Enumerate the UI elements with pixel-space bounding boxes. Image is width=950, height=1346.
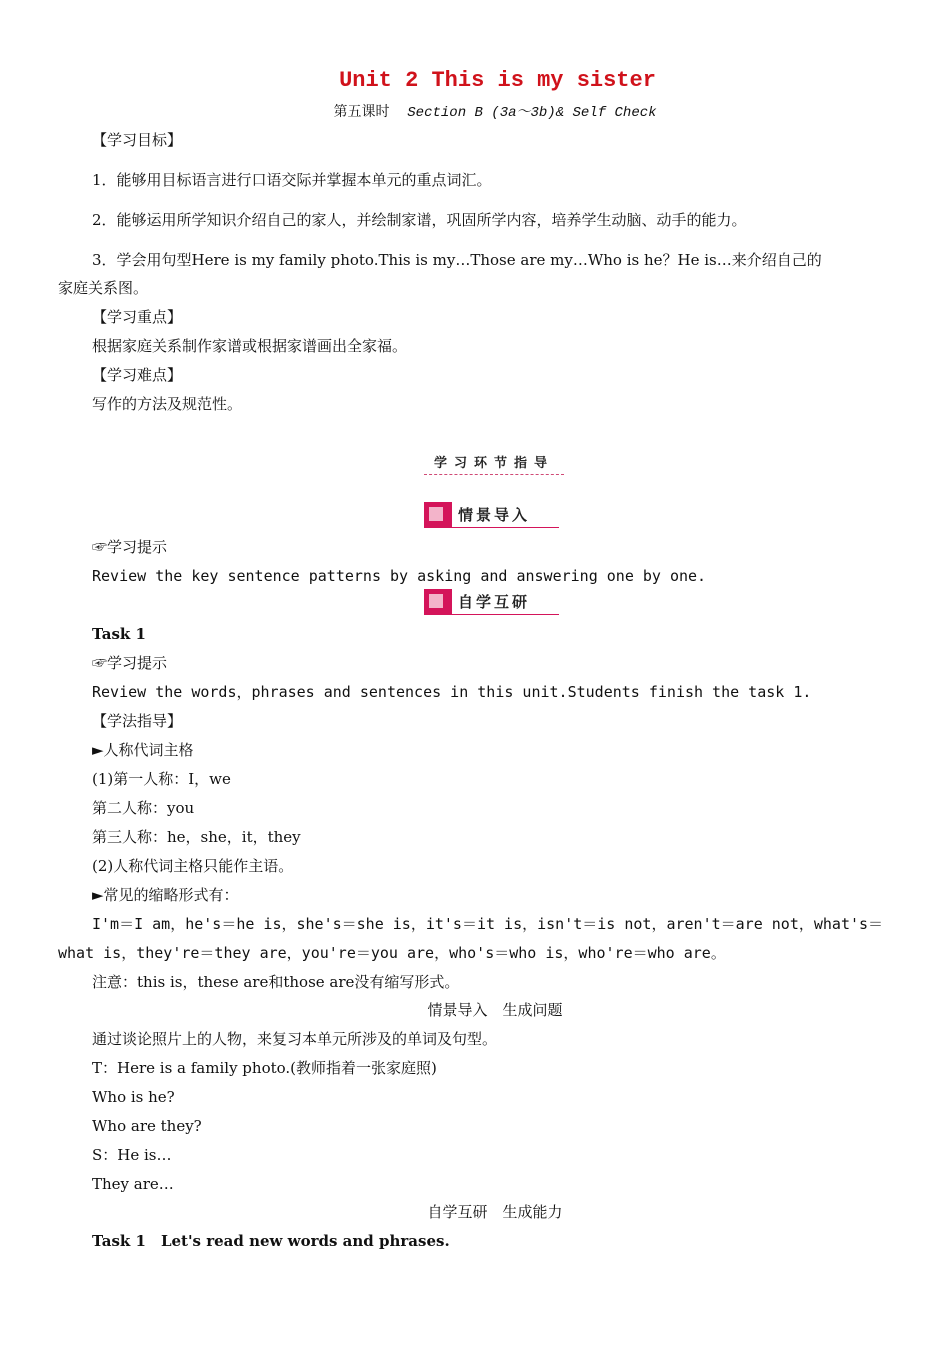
they-line: They are… <box>92 1175 174 1193</box>
objectives-heading: 【学习目标】 <box>92 131 183 149</box>
question-1: Who is he? <box>92 1088 175 1106</box>
difficulties-heading: 【学习难点】 <box>92 366 183 384</box>
difficulties-text: 写作的方法及规范性。 <box>92 395 243 413</box>
objective-item-3-cont: 家庭关系图。 <box>58 279 149 297</box>
tip-heading: ☞学习提示 <box>92 538 168 556</box>
lead-in-intro: 通过谈论照片上的人物，来复习本单元所涉及的单词及句型。 <box>92 1030 498 1048</box>
tip-text: Review the key sentence patterns by asking and answering one by one. <box>92 567 707 585</box>
key-points-text: 根据家庭关系制作家谱或根据家谱画出全家福。 <box>92 337 408 355</box>
key-points-heading: 【学习重点】 <box>92 308 183 326</box>
second-person: 第二人称：you <box>92 799 195 817</box>
section-header-label: 情景导入 <box>458 506 531 524</box>
question-2: Who are they? <box>92 1117 202 1135</box>
self-study-heading: 自学互研 生成能力 <box>427 1203 563 1221</box>
contraction-line-1: I'm＝I am，he's＝he is，she's＝she is，it's＝it is，isn't＝is not，aren't＝are not，what's＝ <box>92 915 884 933</box>
study-guide-banner <box>424 450 564 476</box>
contraction-note: 注意：this is，these are和those are没有缩写形式。 <box>92 973 460 991</box>
tip-heading-2: ☞学习提示 <box>92 654 168 672</box>
page-subtitle <box>0 101 950 121</box>
pronoun-heading: ►人称代词主格 <box>92 741 194 759</box>
section-label: Section B (3a～3b)& Self Check <box>407 105 657 121</box>
objective-item-2: 2．能够运用所学知识介绍自己的家人，并绘制家谱，巩固所学内容，培养学生动脑、动手的能力。 <box>92 211 747 229</box>
tip-text-2: Review the words，phrases and sentences in this unit.Students finish the task 1. <box>92 683 812 701</box>
banner-label: 学习环节指导 <box>433 456 554 471</box>
objective-item-1: 1．能够用目标语言进行口语交际并掌握本单元的重点词汇。 <box>92 171 492 189</box>
lesson-label: 第五课时 <box>333 104 390 120</box>
task-1-line: Task 1 Let's read new words and phrases. <box>92 1232 450 1250</box>
section-header-lead-in <box>424 502 559 528</box>
page-title: Unit 2 This is my sister <box>339 68 656 93</box>
section-marker-icon <box>424 589 452 615</box>
objective-item-3: 3．学会用句型Here is my family photo.This is my…Those are my…Who is he？He is…来介绍自己的 <box>92 251 822 269</box>
lead-in-heading: 情景导入 生成问题 <box>427 1001 563 1019</box>
task-label: Task 1 <box>92 625 146 643</box>
first-person: (1)第一人称：I，we <box>92 770 231 788</box>
contraction-line-2: what is，they're＝they are，you're＝you are，who's＝who is，who're＝who are。 <box>58 944 726 962</box>
section-header-self-study <box>424 589 559 615</box>
student-line: S：He is… <box>92 1146 172 1164</box>
section-header-label: 自学互研 <box>458 593 531 611</box>
contraction-heading: ►常见的缩略形式有： <box>92 886 239 904</box>
method-heading: 【学法指导】 <box>92 712 183 730</box>
teacher-line: T：Here is a family photo.(教师指着一张家庭照) <box>92 1059 437 1077</box>
subject-only-note: (2)人称代词主格只能作主语。 <box>92 857 294 875</box>
section-marker-icon <box>424 502 452 528</box>
banner-underline <box>424 474 564 475</box>
third-person: 第三人称：he，she，it，they <box>92 828 301 846</box>
